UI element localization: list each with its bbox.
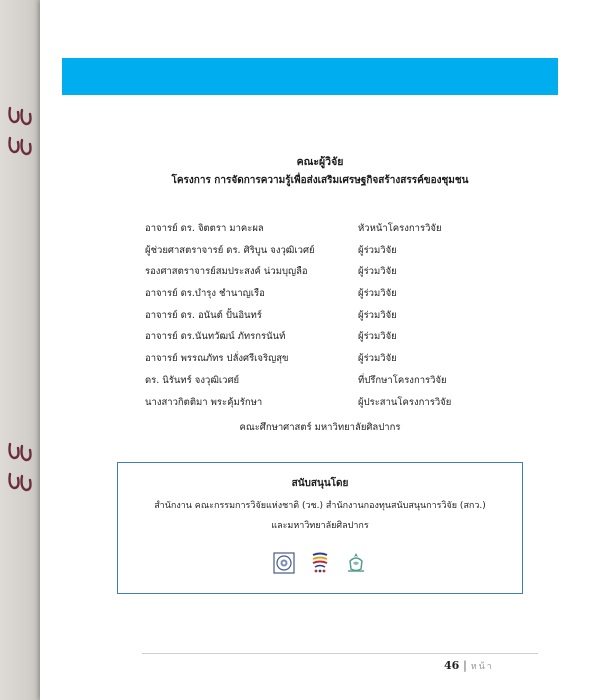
binder-spine: [0, 0, 40, 700]
page-number-value: 46: [444, 659, 460, 672]
binder-ornament-top: [6, 100, 34, 170]
member-name: อาจารย์ ดร. อนันต์ ปั้นอินทร์: [145, 309, 262, 321]
research-team-list: [145, 221, 475, 416]
project-title: โครงการ การจัดการความรู้เพื่อส่งเสริมเศรษฐกิจสร้างสรรค์ของชุมชน: [171, 175, 469, 186]
member-role: ผู้ร่วมวิจัย: [358, 353, 397, 365]
list-item: [145, 264, 475, 286]
member-name: อาจารย์ พรรณภัทร ปลั่งศรีเจริญสุข: [145, 353, 289, 365]
page-label: หน้า: [470, 662, 494, 672]
page-title: คณะผู้วิจัย: [296, 156, 344, 168]
page-number: [444, 659, 494, 673]
list-item: [145, 221, 475, 243]
list-item: [145, 351, 475, 373]
list-item: [145, 395, 475, 417]
member-name: ผู้ช่วยศาสตราจารย์ ดร. ศิริบูน จงวุฒิเวศย์: [145, 244, 315, 256]
member-role: ผู้ร่วมวิจัย: [358, 288, 397, 300]
member-role: ที่ปรึกษาโครงการวิจัย: [358, 374, 447, 386]
document-page: [40, 0, 600, 700]
footer-divider: [142, 653, 538, 654]
silpakorn-logo: [345, 551, 367, 575]
member-role: ผู้ร่วมวิจัย: [358, 266, 397, 278]
sponsor-agencies: สำนักงาน คณะกรรมการวิจัยแห่งชาติ (วช.) สำนักงานกองทุนสนับสนุนการวิจัย (สกว.): [154, 501, 486, 511]
sponsor-university: และมหาวิทยาลัยศิลปากร: [271, 521, 369, 531]
member-name: อาจารย์ ดร.บำรุง ชำนาญเรือ: [145, 288, 265, 300]
faculty-affiliation: คณะศึกษาศาสตร์ มหาวิทยาลัยศิลปากร: [239, 422, 401, 433]
sponsor-box: [117, 462, 523, 594]
sponsor-logos: [118, 551, 522, 575]
list-item: [145, 329, 475, 351]
list-item: [145, 243, 475, 265]
member-name: อาจารย์ ดร. จิตตรา มาคะผล: [145, 223, 264, 234]
member-role: ผู้ประสานโครงการวิจัย: [358, 396, 452, 408]
nrct-logo: [273, 551, 295, 575]
member-role: ผู้ร่วมวิจัย: [358, 309, 397, 321]
member-name: นางสาวกิตติมา พระคุ้มรักษา: [145, 396, 263, 408]
list-item: [145, 373, 475, 395]
member-name: อาจารย์ ดร.นันทวัฒน์ ภัทรกรนันท์: [145, 331, 286, 343]
member-role: ผู้ร่วมวิจัย: [358, 331, 397, 343]
member-role: ผู้ร่วมวิจัย: [358, 244, 397, 256]
page-separator: |: [463, 659, 467, 672]
member-role: หัวหน้าโครงการวิจัย: [358, 223, 442, 234]
binder-ornament-bottom: [6, 436, 34, 506]
member-name: รองศาสตราจารย์สมประสงค์ น่วมบุญลือ: [145, 266, 308, 278]
header-banner: [62, 58, 558, 95]
member-name: ดร. นิรันทร์ จงวุฒิเวศย์: [145, 374, 240, 386]
list-item: [145, 286, 475, 308]
sponsor-title: สนับสนุนโดย: [291, 478, 349, 489]
list-item: [145, 308, 475, 330]
trf-logo: [309, 551, 331, 575]
